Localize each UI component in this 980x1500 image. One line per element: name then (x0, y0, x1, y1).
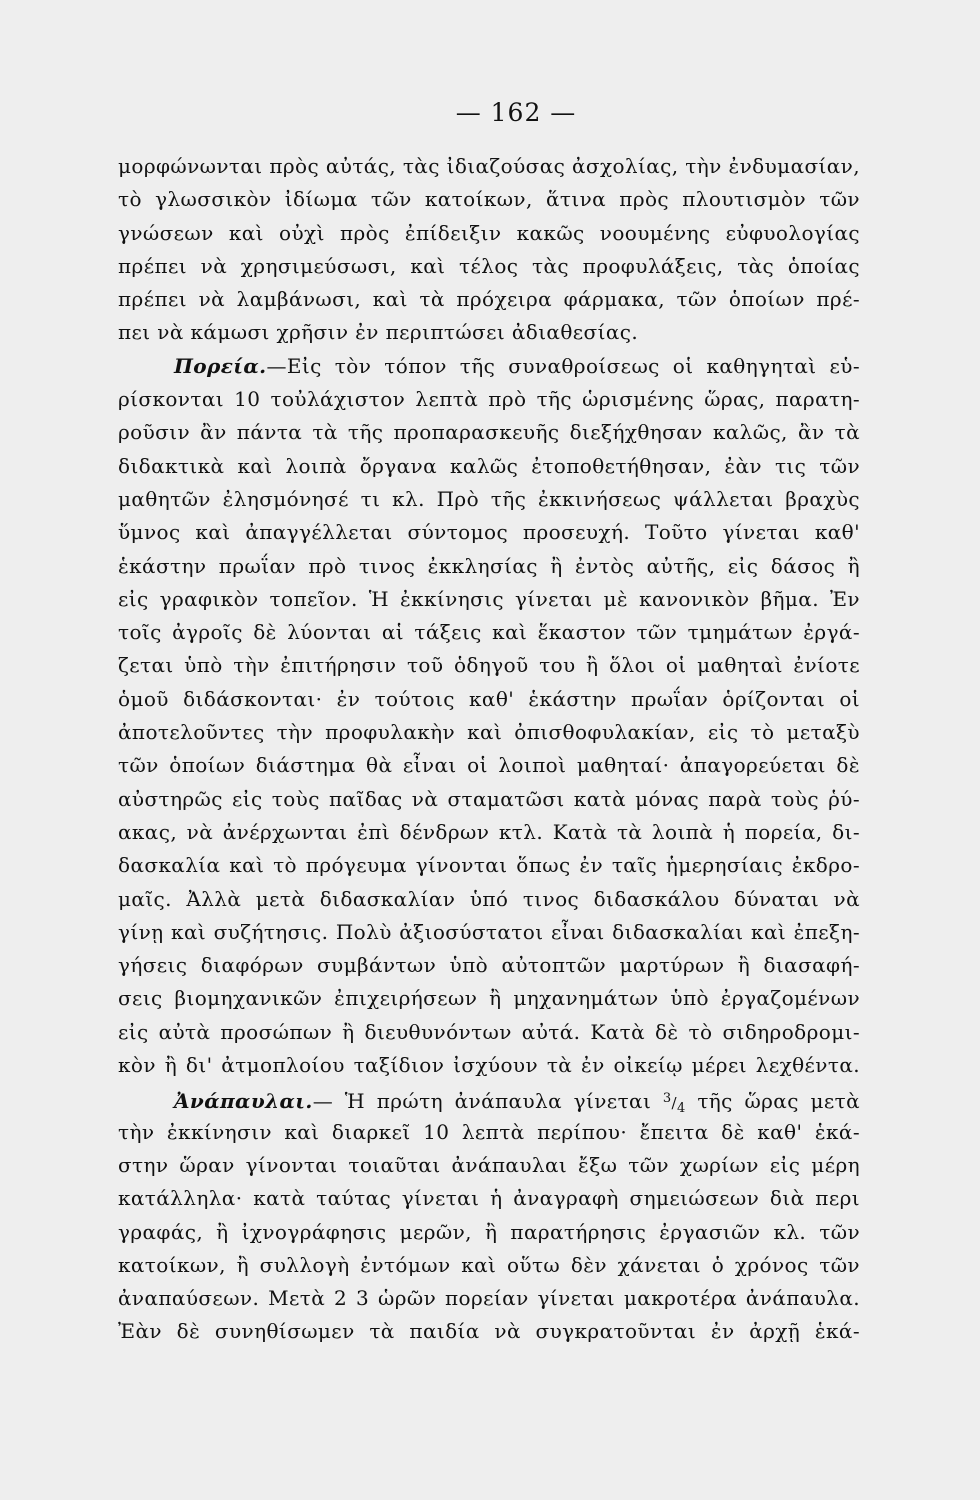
section-heading-anapaulai: Ἀνάπαυλαι. (174, 1089, 313, 1114)
text-line: ἑκάστην πρωΐαν πρὸ τινος ἐκκλησίας ἢ ἐντὸς αὐτῆς, εἰς δάσος ἢ (118, 553, 860, 578)
text-line: γίνῃ καὶ συζήτησις. Πολὺ ἀξιοσύστατοι εἶναι διδασκαλίαι καὶ ἐπεξη- (118, 919, 860, 944)
text-line: σεις βιομηχανικῶν ἐπιχειρήσεων ἢ μηχανημάτων ὑπὸ ἐργαζομένων (118, 986, 860, 1011)
text-line: ἀναπαύσεων. Μετὰ 2 3 ὡρῶν πορείαν γίνεται μακροτέρα ἀνάπαυλα. (118, 1286, 860, 1311)
text-line: μαθητῶν ἐλησμόνησέ τι κλ. Πρὸ τῆς ἐκκινήσεως ψάλλεται βραχὺς (118, 486, 860, 511)
text-fragment: —Εἰς τὸν τόπον τῆς συναθροίσεως οἱ καθηγηταὶ εὑ- (266, 353, 860, 378)
fraction-denominator: 4 (677, 1101, 686, 1116)
text-line: τὸ γλωσσικὸν ἰδίωμα τῶν κατοίκων, ἅτινα πρὸς πλουτισμὸν τῶν (118, 187, 860, 212)
paragraph-anapaulai (118, 1082, 860, 1348)
text-line: μορφώνωνται πρὸς αὐτάς, τὰς ἰδιαζούσας ἀσχολίας, τὴν ἐνδυμασίαν, (118, 154, 860, 178)
text-line: πει νὰ κάμωσι χρῆσιν ἐν περιπτώσει ἀδιαθεσίας. (118, 320, 639, 345)
paragraph-intro (118, 150, 860, 350)
text-line: γνώσεων καὶ οὐχὶ πρὸς ἐπίδειξιν κακῶς νοουμένης εὐφυολογίας (118, 220, 860, 245)
text-line: ἀποτελοῦντες τὴν προφυλακὴν καὶ ὀπισθοφυλακίαν, εἰς τὸ μεταξὺ (118, 720, 860, 745)
text-line: ζεται ὑπὸ τὴν ἐπιτήρησιν τοῦ ὁδηγοῦ του ἢ ὅλοι οἱ μαθηταὶ ἐνίοτε (118, 653, 860, 678)
text-line: κατοίκων, ἢ συλλογὴ ἐντόμων καὶ οὕτω δὲν χάνεται ὁ χρόνος τῶν (118, 1252, 860, 1277)
text-fragment: τῆς ὥρας μετὰ (685, 1089, 860, 1114)
text-line: μαῖς. Ἀλλὰ μετὰ διδασκαλίαν ὑπό τινος διδασκάλου δύναται νὰ (118, 886, 860, 911)
text-line: στην ὥραν γίνονται τοιαῦται ἀνάπαυλαι ἔξω τῶν χωρίων εἰς μέρη (118, 1152, 860, 1177)
text-line: ρίσκονται 10 τοὐλάχιστον λεπτὰ πρὸ τῆς ὡρισμένης ὥρας, παρατη- (118, 387, 860, 412)
text-line: τοῖς ἀγροῖς δὲ λύονται αἱ τάξεις καὶ ἕκαστον τῶν τμημάτων ἐργά- (118, 620, 860, 645)
body-text (118, 150, 860, 1349)
text-line: Ἐὰν δὲ συνηθίσωμεν τὰ παιδία νὰ συγκρατοῦνται ἐν ἀρχῇ ἑκά- (118, 1319, 860, 1344)
fraction: $^3/_4$ (662, 1091, 686, 1116)
text-line: διδακτικὰ καὶ λοιπὰ ὄργανα καλῶς ἐτοποθετήθησαν, ἐὰν τις τῶν (118, 453, 860, 478)
section-heading-poreia: Πορεία. (174, 353, 267, 378)
text-line: κατάλληλα· κατὰ ταύτας γίνεται ἡ ἀναγραφὴ σημειώσεων διὰ περι (118, 1186, 860, 1211)
text-line: γήσεις διαφόρων συμβάντων ὑπὸ αὐτοπτῶν μαρτύρων ἢ διασαφή- (118, 953, 860, 978)
text-line: τῶν ὁποίων διάστημα θὰ εἶναι οἱ λοιποὶ μαθηταί· ἀπαγορεύεται δὲ (118, 753, 860, 778)
text-line: τὴν ἐκκίνησιν καὶ διαρκεῖ 10 λεπτὰ περίπου· ἔπειτα δὲ καθ' ἑκά- (118, 1119, 860, 1144)
page-number: — 162 — (455, 98, 577, 127)
text-line: κὸν ἢ δι' ἀτμοπλοίου ταξίδιον ἰσχύουν τὰ ἐν οἰκείῳ μέρει λεχθέντα. (118, 1053, 860, 1078)
paragraph-poreia (118, 350, 860, 1083)
text-line (118, 350, 860, 383)
text-fragment: — Ἡ πρώτη ἀνάπαυλα γίνεται (312, 1089, 663, 1114)
text-line (118, 1082, 860, 1115)
text-line: ακας, νὰ ἀνέρχωνται ἐπὶ δένδρων κτλ. Κατὰ τὰ λοιπὰ ἡ πορεία, δι- (118, 819, 860, 844)
text-line: εἰς γραφικὸν τοπεῖον. Ἡ ἐκκίνησις γίνεται μὲ κανονικὸν βῆμα. Ἐν (118, 586, 860, 611)
text-line: πρέπει νὰ λαμβάνωσι, καὶ τὰ πρόχειρα φάρμακα, τῶν ὁποίων πρέ- (118, 287, 860, 312)
text-line: ὕμνος καὶ ἀπαγγέλλεται σύντομος προσευχή. Τοῦτο γίνεται καθ' (118, 520, 860, 545)
text-line: αὐστηρῶς εἰς τοὺς παῖδας νὰ σταματῶσι κατὰ μόνας παρὰ τοὺς ῥύ- (118, 786, 860, 811)
fraction-numerator: 3 (662, 1091, 672, 1107)
text-line: εἰς αὐτὰ προσώπων ἢ διευθυνόντων αὐτά. Κατὰ δὲ τὸ σιδηροδρομι- (118, 1019, 860, 1044)
text-line: γραφάς, ἢ ἰχνογράφησις μερῶν, ἢ παρατήρησις ἐργασιῶν κλ. τῶν (118, 1219, 860, 1244)
text-line: δασκαλία καὶ τὸ πρόγευμα γίνονται ὅπως ἐν ταῖς ἡμερησίαις ἐκδρο- (118, 853, 860, 878)
text-line: ροῦσιν ἂν πάντα τὰ τῆς προπαρασκευῆς διεξήχθησαν καλῶς, ἂν τὰ (118, 420, 860, 445)
text-line: ὁμοῦ διδάσκονται· ἐν τούτοις καθ' ἑκάστην πρωΐαν ὁρίζονται οἱ (118, 686, 860, 711)
text-line: πρέπει νὰ χρησιμεύσωσι, καὶ τέλος τὰς προφυλάξεις, τὰς ὁποίας (118, 253, 860, 278)
